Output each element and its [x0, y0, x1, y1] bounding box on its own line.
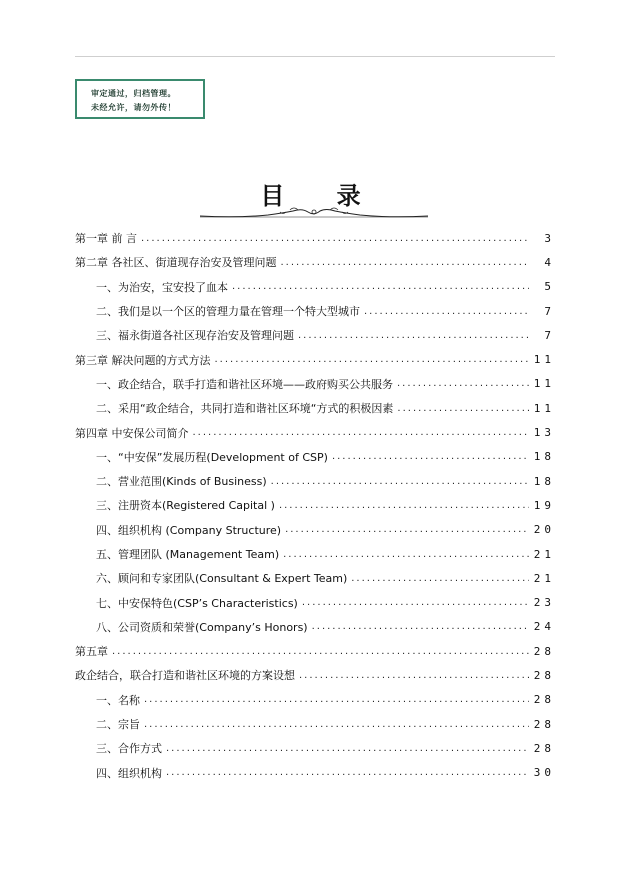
toc-entry-label: 二、宗旨 — [96, 718, 140, 732]
toc-entry-page-number: 28 — [533, 717, 555, 731]
toc-entry[interactable] — [75, 347, 555, 371]
toc-entry[interactable] — [75, 712, 555, 736]
toc-entry-label: 二、采用“政企结合，共同打造和谐社区环境“方式的积极因素 — [96, 402, 394, 416]
toc-entry[interactable] — [75, 688, 555, 712]
toc-entry-label: 第三章 解决问题的方式方法 — [75, 353, 211, 367]
stamp-line-2: 未经允许，请勿外传！ — [91, 103, 176, 112]
toc-entry[interactable] — [75, 372, 555, 396]
toc-entry-label: 一、为治安，宝安投了血本 — [96, 280, 228, 294]
toc-entry-label: 四、组织机构 (Company Structure) — [96, 523, 282, 537]
table-of-contents — [75, 226, 555, 785]
toc-leader-dots — [364, 306, 529, 317]
toc-entry-label: 三、福永街道各社区现存治安及管理问题 — [96, 329, 294, 343]
toc-leader-dots — [351, 573, 529, 584]
toc-entry-label: 一、“中安保”发展历程(Development of CSP) — [96, 450, 328, 464]
toc-entry-label: 政企结合，联合打造和谐社区环境的方案设想 — [75, 669, 295, 683]
toc-entry[interactable] — [75, 542, 555, 566]
toc-leader-dots — [166, 743, 529, 754]
toc-entry[interactable] — [75, 761, 555, 785]
toc-entry-label: 三、注册资本(Registered Capital ) — [96, 499, 275, 513]
toc-entry-label: 第二章 各社区、街道现存治安及管理问题 — [75, 256, 277, 270]
toc-entry-label: 六、顾问和专家团队(Consultant & Expert Team) — [96, 572, 348, 586]
toc-entry[interactable] — [75, 275, 555, 299]
toc-leader-dots — [299, 670, 529, 681]
toc-entry-page-number: 19 — [533, 498, 555, 512]
toc-entry-page-number: 28 — [533, 668, 555, 682]
toc-leader-dots — [166, 767, 529, 778]
toc-entry-label: 八、公司资质和荣誉(Company’s Honors) — [96, 620, 308, 634]
toc-entry[interactable] — [75, 663, 555, 687]
toc-entry-label: 一、政企结合，联手打造和谐社区环境——政府购买公共服务 — [96, 377, 393, 391]
toc-entry-page-number: 24 — [533, 620, 555, 634]
toc-entry-page-number: 11 — [533, 377, 555, 391]
toc-entry-page-number: 11 — [533, 353, 555, 367]
toc-entry[interactable] — [75, 639, 555, 663]
toc-entry-page-number: 7 — [544, 304, 555, 318]
toc-leader-dots — [298, 330, 529, 341]
stamp-line-1: 审定通过，归档管理。 — [91, 89, 176, 98]
toc-entry-page-number: 21 — [533, 547, 555, 561]
toc-leader-dots — [302, 597, 529, 608]
toc-entry-page-number: 11 — [533, 401, 555, 415]
toc-leader-dots — [283, 549, 529, 560]
toc-entry[interactable] — [75, 226, 555, 250]
toc-leader-dots — [112, 646, 529, 657]
toc-leader-dots — [144, 719, 529, 730]
toc-leader-dots — [281, 257, 530, 268]
toc-entry[interactable] — [75, 323, 555, 347]
header-rule — [75, 56, 555, 57]
toc-entry-page-number: 18 — [533, 450, 555, 464]
toc-entry-label: 五、管理团队 (Management Team) — [96, 548, 280, 561]
toc-entry-label: 三、合作方式 — [96, 742, 162, 756]
toc-entry[interactable] — [75, 250, 555, 274]
toc-entry-label: 七、中安保特色(CSP’s Characteristics) — [96, 596, 298, 610]
toc-entry-page-number: 28 — [533, 644, 555, 658]
toc-entry-label: 一、名称 — [96, 693, 140, 707]
toc-leader-dots — [215, 354, 530, 365]
toc-leader-dots — [397, 403, 529, 414]
toc-entry-page-number: 18 — [533, 474, 555, 488]
toc-entry-page-number: 21 — [533, 571, 555, 585]
toc-entry[interactable] — [75, 615, 555, 639]
toc-entry-page-number: 4 — [544, 255, 555, 269]
toc-entry-label: 第五章 — [75, 645, 108, 659]
toc-entry[interactable] — [75, 566, 555, 590]
confidential-stamp — [75, 79, 205, 119]
toc-entry-page-number: 7 — [544, 328, 555, 342]
toc-leader-dots — [332, 451, 529, 462]
toc-entry-label: 第一章 前 言 — [75, 232, 137, 246]
title-flourish-ornament — [198, 205, 430, 221]
toc-entry[interactable] — [75, 736, 555, 760]
toc-entry[interactable] — [75, 518, 555, 542]
toc-leader-dots — [271, 476, 529, 487]
toc-entry-page-number: 28 — [533, 741, 555, 755]
toc-leader-dots — [285, 524, 529, 535]
toc-entry[interactable] — [75, 469, 555, 493]
toc-entry-label: 二、营业范围(Kinds of Business) — [96, 475, 267, 489]
toc-entry[interactable] — [75, 493, 555, 517]
toc-entry-page-number: 23 — [533, 596, 555, 610]
toc-entry-page-number: 5 — [544, 280, 555, 294]
page-title: 目 录 — [260, 181, 383, 210]
toc-entry-page-number: 30 — [533, 766, 555, 780]
toc-leader-dots — [397, 378, 529, 389]
toc-entry-page-number: 28 — [533, 693, 555, 707]
toc-leader-dots — [312, 621, 529, 632]
toc-entry-page-number: 20 — [533, 523, 555, 537]
toc-leader-dots — [232, 281, 529, 292]
toc-leader-dots — [144, 694, 529, 705]
toc-entry[interactable] — [75, 420, 555, 444]
toc-entry-page-number: 3 — [544, 231, 555, 245]
toc-entry[interactable] — [75, 590, 555, 614]
toc-entry-label: 二、我们是以一个区的管理力量在管理一个特大型城市 — [96, 305, 360, 319]
toc-entry[interactable] — [75, 445, 555, 469]
toc-leader-dots — [141, 233, 529, 244]
toc-entry[interactable] — [75, 299, 555, 323]
toc-leader-dots — [279, 500, 529, 511]
toc-entry-page-number: 13 — [533, 426, 555, 440]
toc-leader-dots — [193, 427, 530, 438]
toc-entry[interactable] — [75, 396, 555, 420]
toc-entry-label: 四、组织机构 — [96, 766, 162, 780]
toc-entry-label: 第四章 中安保公司简介 — [75, 426, 189, 440]
